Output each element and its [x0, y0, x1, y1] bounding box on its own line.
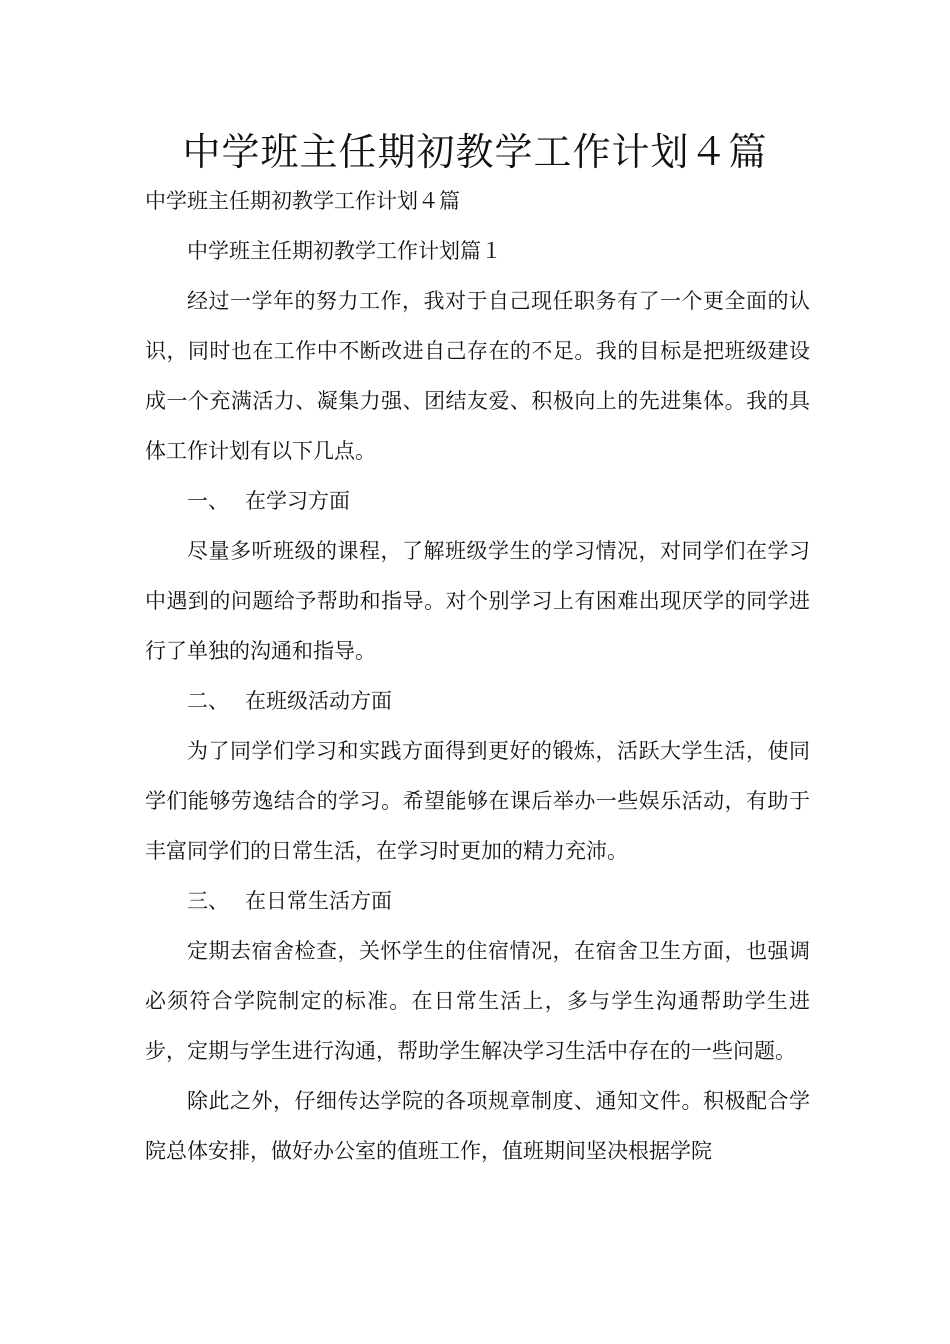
section-paragraph: 尽量多听班级的课程，了解班级学生的学习情况，对同学们在学习中遇到的问题给予帮助和指导。对个别学习上有困难出现厌学的同学进行了单独的沟通和指导。 [145, 539, 810, 663]
section-heading [145, 876, 810, 926]
plan-heading: 中学班主任期初教学工作计划篇１ [187, 239, 502, 263]
section-number: 二、 [187, 689, 229, 713]
section-heading [145, 676, 810, 726]
intro-paragraph: 经过一学年的努力工作，我对于自己现任职务有了一个更全面的认识，同时也在工作中不断改进自己存在的不足。我的目标是把班级建设成一个充满活力、凝集力强、团结友爱、积极向上的先进集体。我的具体工作计划有以下几点。 [145, 289, 810, 463]
document-body [145, 176, 810, 1176]
document-subtitle: 中学班主任期初教学工作计划４篇 [145, 189, 460, 213]
document-title: 中学班主任期初教学工作计划４篇 [182, 130, 768, 174]
section-number: 一、 [187, 489, 229, 513]
section-title: 在班级活动方面 [245, 689, 392, 713]
section-title: 在学习方面 [245, 489, 350, 513]
section-paragraph: 为了同学们学习和实践方面得到更好的锻炼，活跃大学生活，使同学们能够劳逸结合的学习。希望能够在课后举办一些娱乐活动，有助于丰富同学们的日常生活，在学习时更加的精力充沛。 [145, 739, 810, 863]
section-heading [145, 476, 810, 526]
section-paragraph: 定期去宿舍检查，关怀学生的住宿情况，在宿舍卫生方面，也强调必须符合学院制定的标准。在日常生活上，多与学生沟通帮助学生进步，定期与学生进行沟通，帮助学生解决学习生活中存在的一些问题。 [145, 939, 810, 1063]
section-title: 在日常生活方面 [245, 889, 392, 913]
closing-paragraph: 除此之外，仔细传达学院的各项规章制度、通知文件。积极配合学院总体安排，做好办公室的值班工作，值班期间坚决根据学院 [145, 1089, 810, 1163]
section-number: 三、 [187, 889, 229, 913]
